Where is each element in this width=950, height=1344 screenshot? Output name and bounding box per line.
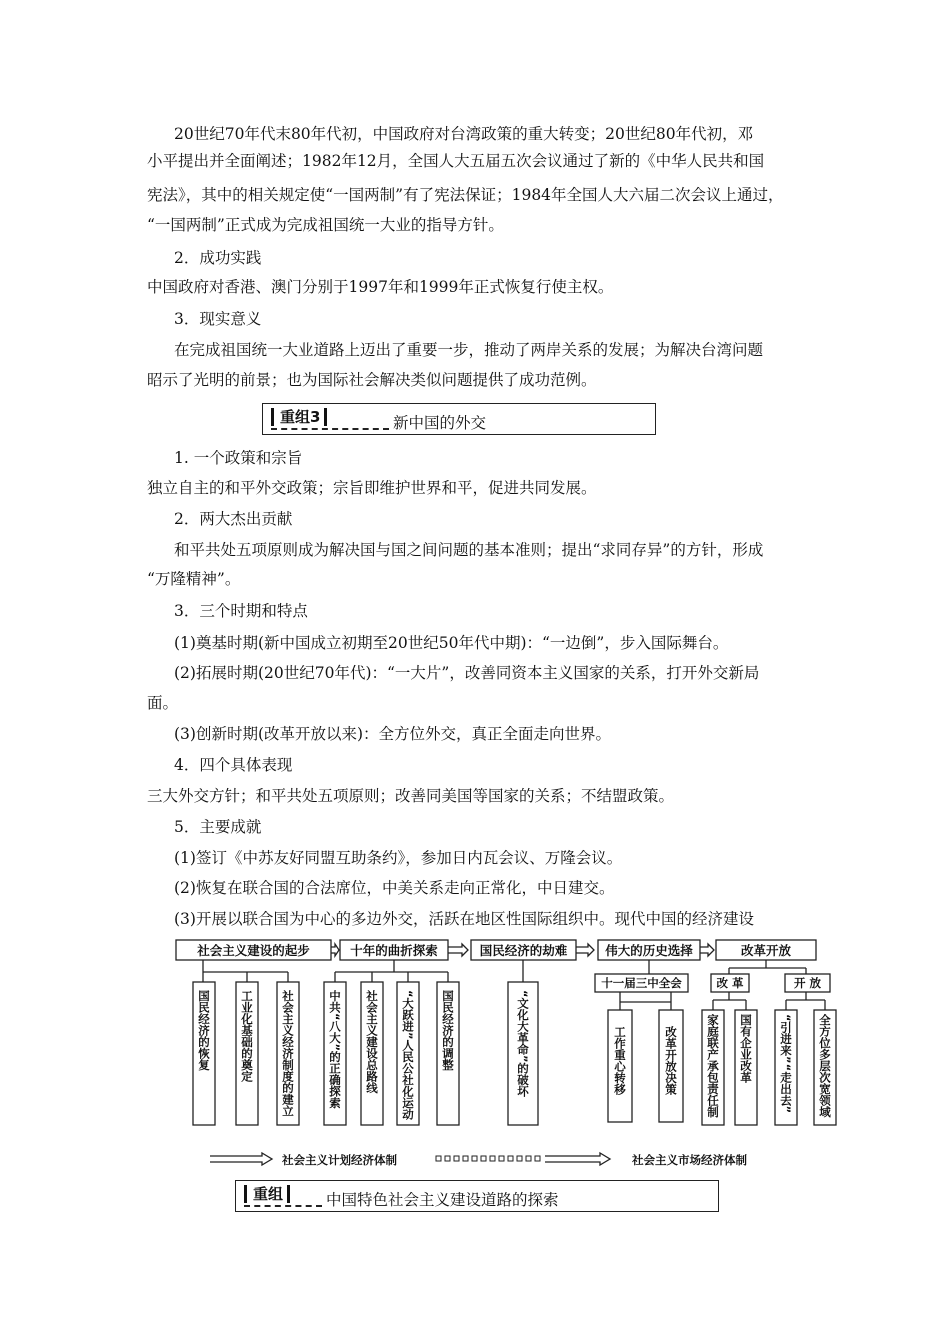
paragraph-line: 三大外交方针；和平共处五项原则；改善同美国等国家的关系；不结盟政策。	[147, 787, 675, 805]
leaf-label: 全方位多层次宽领域	[818, 1014, 832, 1118]
section-tag: 重组	[244, 1185, 290, 1203]
sub-node-label: 开 放	[793, 976, 822, 990]
leaf-label: “引进来”“走出去”	[779, 1014, 793, 1114]
paragraph-line: 和平共处五项原则成为解决国与国之间问题的基本准则；提出“求同存异”的方针，形成	[174, 541, 764, 559]
paragraph-line: 昭示了光明的前景；也为国际社会解决类似问题提供了成功范例。	[147, 371, 597, 389]
section-heading: 3．现实意义	[174, 310, 262, 328]
paragraph-line: (2)恢复在联合国的合法席位，中美关系走向正常化，中日建交。	[174, 879, 615, 897]
section-box-4	[235, 1180, 719, 1212]
section-title: 中国特色社会主义建设道路的探索	[326, 1191, 559, 1209]
stage-label: 社会主义建设的起步	[197, 943, 310, 958]
leaf-label: 家庭联产承包责任制	[706, 1014, 720, 1118]
section-heading: 3．三个时期和特点	[174, 602, 308, 620]
stage-label: 改革开放	[740, 943, 792, 958]
paragraph-line: 独立自主的和平外交政策；宗旨即维护世界和平，促进共同发展。	[147, 479, 597, 497]
paragraph-line: (3)开展以联合国为中心的多边外交，活跃在地区性国际组织中。现代中国的经济建设	[174, 910, 754, 928]
leaf-label: 社会主义经济制度的建立	[281, 990, 295, 1117]
paragraph-line: (1)签订《中苏友好同盟互助条约》，参加日内瓦会议、万隆会议。	[174, 849, 623, 867]
paragraph-line: 小平提出并全面阐述；1982年12月，全国人大五届五次会议通过了新的《中华人民共和国	[147, 152, 765, 170]
paragraph-line: (2)拓展时期(20世纪70年代)：“一大片”，改善同资本主义国家的关系，打开外交新局	[174, 664, 760, 682]
sub-node-label: 十一届三中全会	[601, 976, 682, 990]
leaf-label: 国有企业改革	[739, 1014, 753, 1083]
section-heading: 5．主要成就	[174, 818, 262, 836]
leaf-label: 中共“八大”的正确探索	[328, 990, 342, 1109]
market-economy-label: 社会主义市场经济体制	[632, 1153, 747, 1167]
leaf-label: 国民经济的调整	[441, 990, 455, 1071]
leaf-label: 工业化基础的奠定	[240, 990, 254, 1082]
paragraph-line: 中国政府对香港、澳门分别于1997年和1999年正式恢复行使主权。	[147, 278, 614, 296]
section-tag: 重组3	[271, 408, 327, 426]
paragraph-line: (3)创新时期(改革开放以来)：全方位外交，真正全面走向世界。	[174, 725, 612, 743]
paragraph-line: 面。	[147, 694, 179, 712]
paragraph-line: 20世纪70年代末80年代初，中国政府对台湾政策的重大转变；20世纪80年代初，邓	[174, 125, 754, 143]
paragraph-line: (1)奠基时期(新中国成立初期至20世纪50年代中期)：“一边倒”，步入国际舞台。	[174, 634, 729, 652]
section-dash-line	[244, 1205, 322, 1207]
stage-label: 十年的曲折探索	[350, 943, 438, 958]
sub-node-label: 改 革	[716, 976, 744, 990]
planned-economy-label: 社会主义计划经济体制	[282, 1153, 397, 1167]
paragraph-line: “一国两制”正式成为完成祖国统一大业的指导方针。	[147, 216, 504, 234]
leaf-label: 工作重心转移	[613, 1026, 627, 1095]
leaf-label: 社会主义建设总路线	[365, 990, 379, 1094]
economy-diagram	[0, 930, 950, 1170]
section-heading: 4．四个具体表现	[174, 756, 293, 774]
leaf-label: “大跃进”人民公社化运动	[401, 990, 415, 1121]
section-box-3	[262, 403, 656, 435]
leaf-label: 国民经济的恢复	[197, 990, 211, 1071]
section-heading: 2．两大杰出贡献	[174, 510, 293, 528]
section-heading: 1. 一个政策和宗旨	[174, 449, 303, 467]
section-dash-line	[271, 428, 389, 430]
paragraph-line: 宪法》，其中的相关规定使“一国两制”有了宪法保证；1984年全国人大六届二次会议上通过，	[147, 186, 784, 204]
stage-label: 国民经济的劫难	[479, 943, 568, 958]
leaf-label: 改革开放决策	[664, 1026, 678, 1095]
stage-label: 伟大的历史选择	[605, 943, 693, 958]
paragraph-line: “万隆精神”。	[147, 570, 241, 588]
leaf-label: “文化大革命”的破坏	[516, 990, 530, 1098]
section-heading: 2．成功实践	[174, 249, 262, 267]
section-title: 新中国的外交	[393, 414, 487, 432]
paragraph-line: 在完成祖国统一大业道路上迈出了重要一步，推动了两岸关系的发展；为解决台湾问题	[174, 341, 764, 359]
